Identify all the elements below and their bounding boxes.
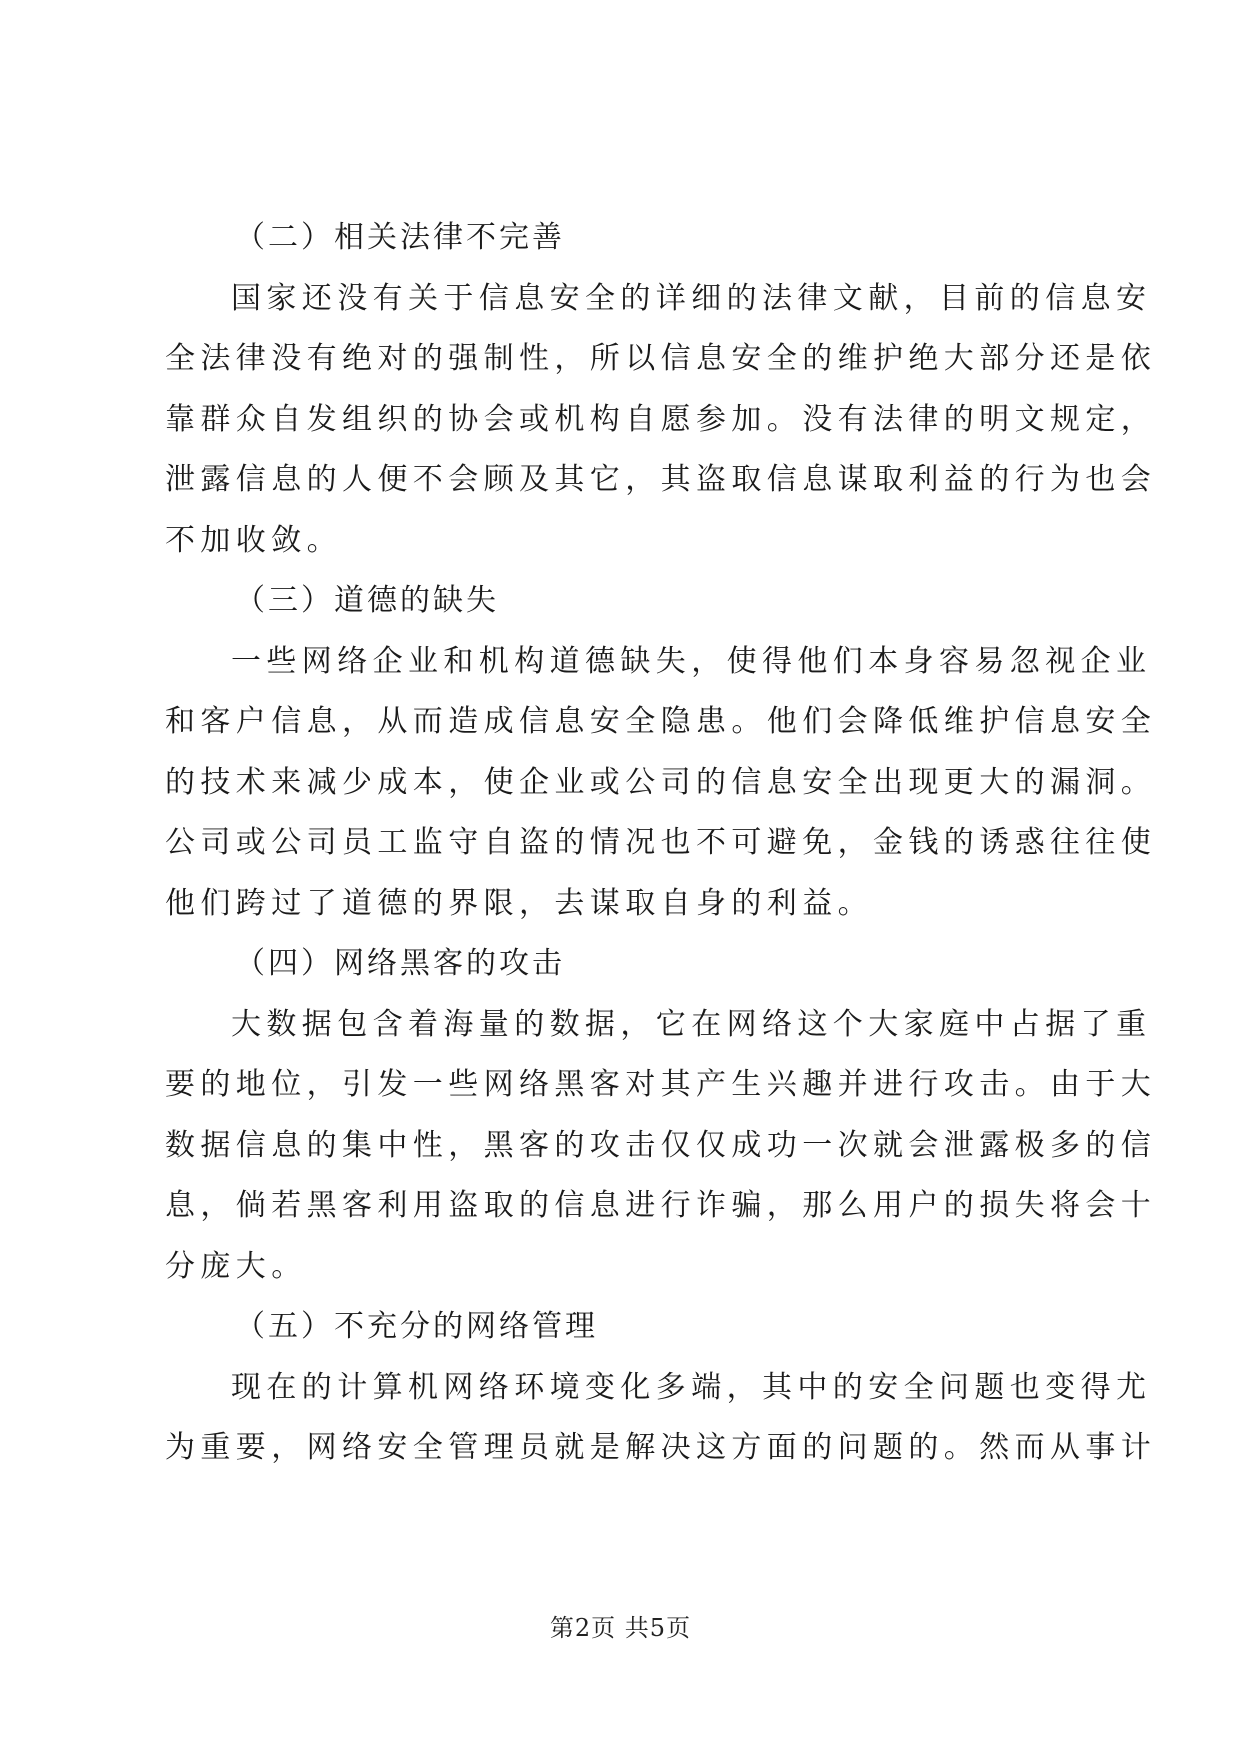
paragraph-line: 公司或公司员工监守自盗的情况也不可避免，金钱的诱惑往往使 xyxy=(165,825,1157,860)
paragraph-line: 息，倘若黑客利用盗取的信息进行诈骗，那么用户的损失将会十 xyxy=(165,1188,1157,1223)
paragraph-line: 数据信息的集中性，黑客的攻击仅仅成功一次就会泄露极多的信 xyxy=(165,1127,1157,1163)
document-body xyxy=(165,208,1157,1479)
paragraph-line: 和客户信息，从而造成信息安全隐患。他们会降低维护信息安全 xyxy=(165,704,1157,739)
section-heading: （四）网络黑客的攻击 xyxy=(235,946,565,981)
paragraph-line: 泄露信息的人便不会顾及其它，其盗取信息谋取利益的行为也会 xyxy=(165,462,1157,497)
page-number-footer: 第2页 共5页 xyxy=(549,1614,692,1642)
paragraph-line: 一些网络企业和机构道德缺失，使得他们本身容易忽视企业 xyxy=(231,643,1152,679)
paragraph-line: 他们跨过了道德的界限，去谋取自身的利益。 xyxy=(165,885,873,921)
paragraph-line: 为重要，网络安全管理员就是解决这方面的问题的。然而从事计 xyxy=(165,1430,1157,1465)
section-heading: （二）相关法律不完善 xyxy=(235,220,565,255)
paragraph-line: 全法律没有绝对的强制性，所以信息安全的维护绝大部分还是依 xyxy=(165,341,1157,376)
paragraph-line: 现在的计算机网络环境变化多端，其中的安全问题也变得尤 xyxy=(231,1369,1152,1405)
paragraph-line: 不加收敛。 xyxy=(165,522,342,558)
paragraph-line: 国家还没有关于信息安全的详细的法律文献，目前的信息安 xyxy=(231,280,1152,316)
paragraph-line: 分庞大。 xyxy=(165,1248,307,1284)
section-heading: （三）道德的缺失 xyxy=(235,583,499,618)
paragraph-line: 靠群众自发组织的协会或机构自愿参加。没有法律的明文规定， xyxy=(165,401,1157,437)
section-heading: （五）不充分的网络管理 xyxy=(235,1309,598,1344)
paragraph-line: 要的地位，引发一些网络黑客对其产生兴趣并进行攻击。由于大 xyxy=(165,1067,1157,1102)
paragraph-line: 的技术来减少成本，使企业或公司的信息安全出现更大的漏洞。 xyxy=(165,764,1157,800)
paragraph-line: 大数据包含着海量的数据，它在网络这个大家庭中占据了重 xyxy=(231,1006,1152,1042)
